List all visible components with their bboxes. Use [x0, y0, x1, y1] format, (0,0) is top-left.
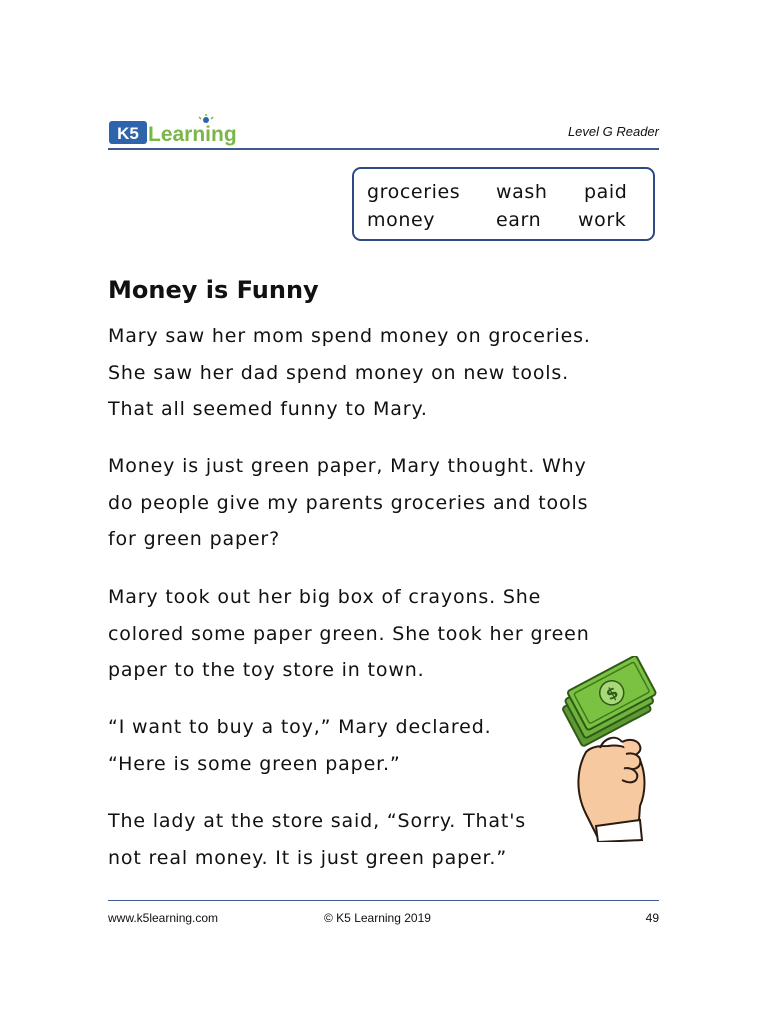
vocabulary-box	[352, 167, 655, 241]
paragraph	[108, 803, 526, 876]
paragraph	[108, 579, 590, 689]
text-line: for green paper?	[108, 528, 281, 550]
svg-text:K5: K5	[117, 124, 139, 143]
paragraph	[108, 448, 588, 558]
text-line: “I want to buy a toy,” Mary declared.	[108, 716, 492, 738]
text-line: Mary saw her mom spend money on groceries.	[108, 325, 591, 347]
paragraph	[108, 318, 591, 428]
vocab-word: work	[578, 209, 627, 231]
hand-holding-money-icon	[560, 656, 670, 842]
text-line: colored some paper green. She took her green	[108, 622, 590, 645]
text-line: paper to the toy store in town.	[108, 659, 425, 681]
paragraph	[108, 709, 492, 782]
page-number: 49	[645, 911, 659, 925]
svg-text:Learning: Learning	[148, 123, 237, 146]
text-line: not real money. It is just green paper.”	[108, 846, 508, 869]
text-line: do people give my parents groceries and tools	[108, 491, 589, 514]
vocab-word: earn	[496, 209, 542, 231]
text-line: She saw her dad spend money on new tools.	[108, 361, 570, 384]
level-label: Level G Reader	[567, 124, 659, 139]
text-line: The lady at the store said, “Sorry. That's	[108, 810, 527, 832]
text-line: Mary took out her big box of crayons. She	[108, 586, 542, 608]
vocab-word: money	[367, 209, 436, 231]
svg-text:$: $	[602, 682, 622, 705]
vocab-word: groceries	[367, 181, 461, 203]
text-line: Money is just green paper, Mary thought. Why	[108, 455, 587, 477]
k5-learning-logo	[108, 114, 240, 148]
vocab-word: paid	[584, 181, 628, 203]
story-title: Money is Funny	[108, 276, 319, 304]
text-line: “Here is some green paper.”	[108, 752, 401, 775]
text-line: That all seemed funny to Mary.	[108, 398, 428, 420]
footer-website: www.k5learning.com	[108, 911, 219, 925]
header-rule	[108, 148, 659, 150]
footer-rule	[108, 900, 659, 901]
footer-copyright: © K5 Learning 2019	[324, 911, 431, 925]
vocab-word: wash	[496, 181, 548, 203]
